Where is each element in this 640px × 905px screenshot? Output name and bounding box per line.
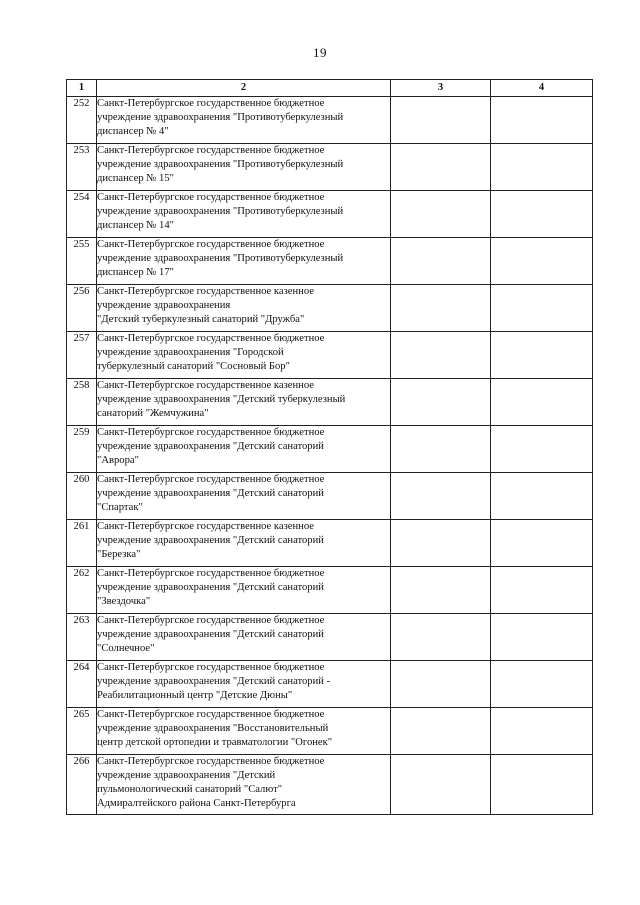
- column-3-cell: [391, 520, 491, 567]
- column-header-4: 4: [491, 80, 593, 97]
- column-3-cell: [391, 708, 491, 755]
- table-row: [67, 614, 593, 661]
- row-number-cell: 257: [67, 332, 97, 379]
- column-4-cell: [491, 708, 593, 755]
- column-header-3: 3: [391, 80, 491, 97]
- column-4-cell: [491, 97, 593, 144]
- row-number-cell: 259: [67, 426, 97, 473]
- institution-name-cell: Санкт-Петербургское государственное казенное учреждение здравоохранения "Детский санаторий "Березка": [97, 520, 391, 567]
- column-4-cell: [491, 285, 593, 332]
- row-number-cell: 266: [67, 755, 97, 815]
- column-3-cell: [391, 473, 491, 520]
- table-header-row: [67, 80, 593, 97]
- column-3-cell: [391, 567, 491, 614]
- table-row: [67, 755, 593, 815]
- column-header-1: 1: [67, 80, 97, 97]
- column-4-cell: [491, 238, 593, 285]
- row-number-cell: 256: [67, 285, 97, 332]
- row-number-cell: 255: [67, 238, 97, 285]
- table-row: [67, 238, 593, 285]
- row-number-cell: 260: [67, 473, 97, 520]
- column-4-cell: [491, 567, 593, 614]
- column-3-cell: [391, 755, 491, 815]
- column-3-cell: [391, 97, 491, 144]
- row-number-cell: 254: [67, 191, 97, 238]
- column-3-cell: [391, 191, 491, 238]
- row-number-cell: 252: [67, 97, 97, 144]
- institution-name-cell: Санкт-Петербургское государственное бюджетное учреждение здравоохранения "Противотуберкулезный диспансер № 17": [97, 238, 391, 285]
- table-row: [67, 332, 593, 379]
- institution-name-cell: Санкт-Петербургское государственное бюджетное учреждение здравоохранения "Детский пульмонологический санаторий "Салют" Адмиралтейского района Санкт-Петербурга: [97, 755, 391, 815]
- row-number-cell: 253: [67, 144, 97, 191]
- table-row: [67, 708, 593, 755]
- column-4-cell: [491, 144, 593, 191]
- column-3-cell: [391, 285, 491, 332]
- column-3-cell: [391, 614, 491, 661]
- table-row: [67, 379, 593, 426]
- column-3-cell: [391, 144, 491, 191]
- column-4-cell: [491, 755, 593, 815]
- table-body: [67, 97, 593, 815]
- table-row: [67, 97, 593, 144]
- table-row: [67, 520, 593, 567]
- row-number-cell: 261: [67, 520, 97, 567]
- institutions-table: [66, 79, 593, 815]
- table-row: [67, 661, 593, 708]
- column-4-cell: [491, 332, 593, 379]
- institution-name-cell: Санкт-Петербургское государственное бюджетное учреждение здравоохранения "Противотуберкулезный диспансер № 14": [97, 191, 391, 238]
- table-row: [67, 191, 593, 238]
- column-4-cell: [491, 520, 593, 567]
- row-number-cell: 263: [67, 614, 97, 661]
- table-row: [67, 473, 593, 520]
- row-number-cell: 258: [67, 379, 97, 426]
- institution-name-cell: Санкт-Петербургское государственное казенное учреждение здравоохранения "Детский туберкулезный санаторий "Дружба": [97, 285, 391, 332]
- institution-name-cell: Санкт-Петербургское государственное казенное учреждение здравоохранения "Детский туберкулезный санаторий "Жемчужина": [97, 379, 391, 426]
- institution-name-cell: Санкт-Петербургское государственное бюджетное учреждение здравоохранения "Детский санаторий "Солнечное": [97, 614, 391, 661]
- column-3-cell: [391, 332, 491, 379]
- column-4-cell: [491, 614, 593, 661]
- page-number: 19: [313, 45, 327, 60]
- institution-name-cell: Санкт-Петербургское государственное бюджетное учреждение здравоохранения "Детский санаторий "Звездочка": [97, 567, 391, 614]
- column-4-cell: [491, 426, 593, 473]
- institution-name-cell: Санкт-Петербургское государственное бюджетное учреждение здравоохранения "Детский санаторий "Спартак": [97, 473, 391, 520]
- row-number-cell: 262: [67, 567, 97, 614]
- institution-name-cell: Санкт-Петербургское государственное бюджетное учреждение здравоохранения "Детский санаторий - Реабилитационный центр "Детские Дюны": [97, 661, 391, 708]
- column-3-cell: [391, 426, 491, 473]
- table-row: [67, 144, 593, 191]
- table-row: [67, 567, 593, 614]
- column-3-cell: [391, 238, 491, 285]
- table-row: [67, 285, 593, 332]
- institution-name-cell: Санкт-Петербургское государственное бюджетное учреждение здравоохранения "Детский санаторий "Аврора": [97, 426, 391, 473]
- institution-name-cell: Санкт-Петербургское государственное бюджетное учреждение здравоохранения "Городской туберкулезный санаторий "Сосновый Бор": [97, 332, 391, 379]
- column-3-cell: [391, 379, 491, 426]
- institution-name-cell: Санкт-Петербургское государственное бюджетное учреждение здравоохранения "Восстановительный центр детской ортопедии и травматологии "Огонек": [97, 708, 391, 755]
- column-header-2: 2: [97, 80, 391, 97]
- row-number-cell: 265: [67, 708, 97, 755]
- column-4-cell: [491, 473, 593, 520]
- column-3-cell: [391, 661, 491, 708]
- institution-name-cell: Санкт-Петербургское государственное бюджетное учреждение здравоохранения "Противотуберкулезный диспансер № 4": [97, 97, 391, 144]
- institution-name-cell: Санкт-Петербургское государственное бюджетное учреждение здравоохранения "Противотуберкулезный диспансер № 15": [97, 144, 391, 191]
- column-4-cell: [491, 191, 593, 238]
- row-number-cell: 264: [67, 661, 97, 708]
- table-row: [67, 426, 593, 473]
- column-4-cell: [491, 379, 593, 426]
- column-4-cell: [491, 661, 593, 708]
